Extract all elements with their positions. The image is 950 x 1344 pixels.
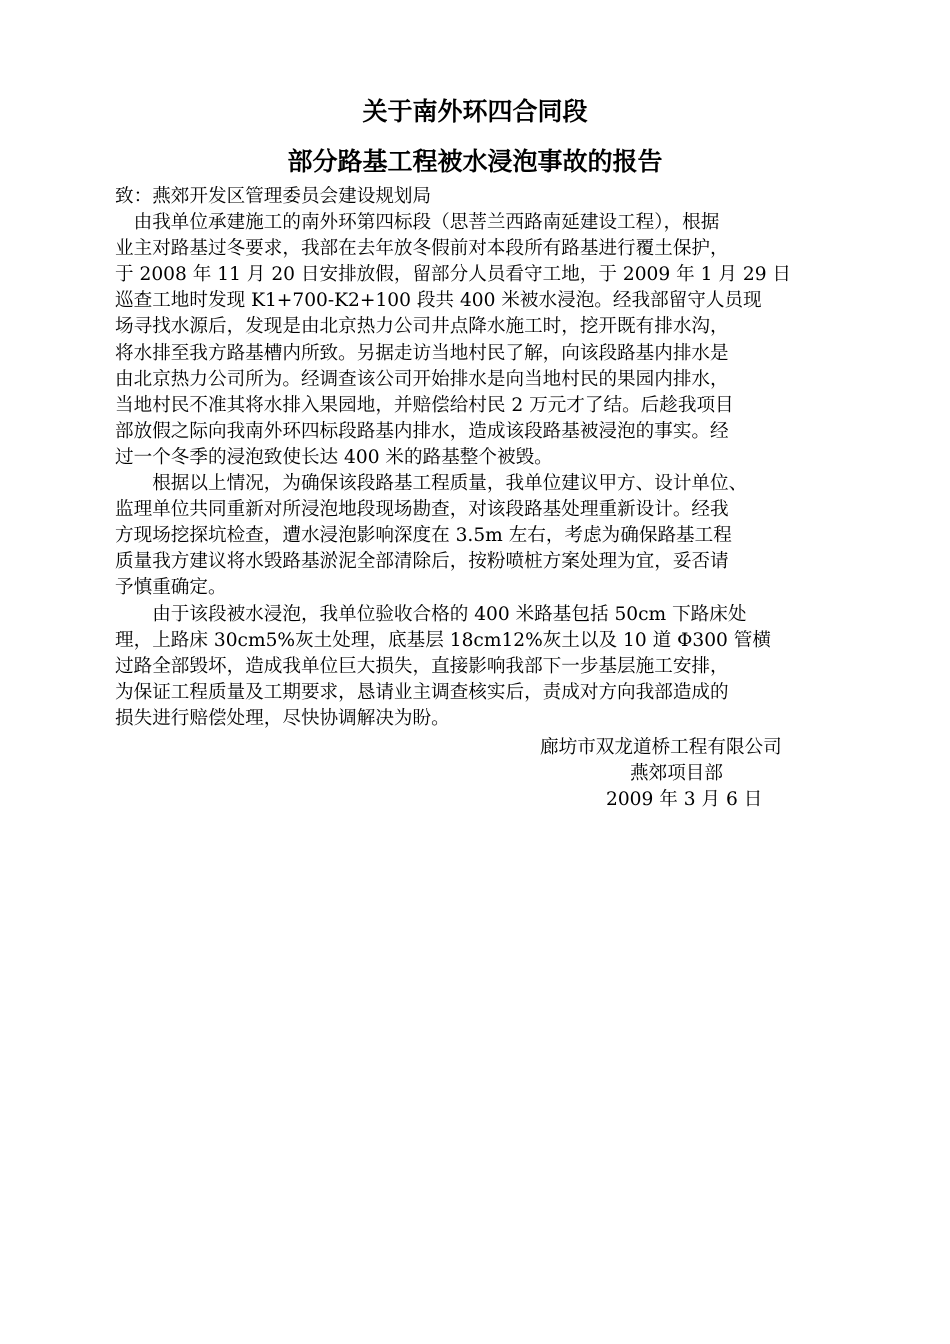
paragraph-1 — [115, 210, 839, 471]
paragraph-line: 监理单位共同重新对所浸泡地段现场勘查，对该段路基处理重新设计。经我 — [115, 499, 729, 521]
paragraph-3 — [115, 602, 839, 732]
signature-department: 燕郊项目部 — [630, 763, 723, 784]
paragraph-line: 过路全部毁坏，造成我单位巨大损失，直接影响我部下一步基层施工安排， — [115, 655, 729, 677]
paragraph-line: 部放假之际向我南外环四标段路基内排水，造成该段路基被浸泡的事实。经 — [115, 420, 729, 442]
paragraph-line: 业主对路基过冬要求，我部在去年放冬假前对本段所有路基进行覆土保护， — [115, 238, 729, 260]
paragraph-line: 由于该段被水浸泡，我单位验收合格的 400 米路基包括 50cm 下路床处 — [115, 603, 747, 625]
paragraph-line: 质量我方建议将水毁路基淤泥全部清除后，按粉喷桩方案处理为宜，妥否请 — [115, 551, 729, 573]
paragraph-line: 过一个冬季的浸泡致使长达 400 米的路基整个被毁。 — [115, 446, 553, 468]
paragraph-line: 予慎重确定。 — [115, 577, 227, 599]
paragraph-line: 场寻找水源后，发现是由北京热力公司井点降水施工时，挖开既有排水沟， — [115, 316, 729, 338]
signature-company: 廊坊市双龙道桥工程有限公司 — [540, 737, 782, 758]
report-title-line2: 部分路基工程被水浸泡事故的报告 — [287, 147, 663, 176]
paragraph-line: 当地村民不准其将水排入果园地，并赔偿给村民 2 万元才了结。后趁我项目 — [115, 394, 734, 416]
paragraph-line: 理，上路床 30cm5%灰土处理，底基层 18cm12%灰土以及 10 道 Φ300 管横 — [115, 629, 771, 651]
paragraph-line: 由我单位承建施工的南外环第四标段（思菩兰西路南延建设工程），根据 — [115, 212, 720, 234]
report-title-line1: 关于南外环四合同段 — [362, 97, 588, 126]
paragraph-line: 由北京热力公司所为。经调查该公司开始排水是向当地村民的果园内排水， — [115, 368, 729, 390]
paragraph-line: 于 2008 年 11 月 20 日安排放假，留部分人员看守工地，于 2009 年 1 月 29 日 — [115, 264, 792, 286]
signature-date: 2009 年 3 月 6 日 — [606, 789, 763, 810]
paragraph-line: 根据以上情况，为确保该段路基工程质量，我单位建议甲方、设计单位、 — [115, 473, 748, 495]
paragraph-2 — [115, 471, 839, 601]
report-body — [115, 184, 839, 732]
paragraph-line: 方现场挖探坑检查，遭水浸泡影响深度在 3.5m 左右，考虑为确保路基工程 — [115, 525, 732, 547]
paragraph-line: 损失进行赔偿处理，尽快协调解决为盼。 — [115, 707, 450, 729]
paragraph-line: 将水排至我方路基槽内所致。另据走访当地村民了解，向该段路基内排水是 — [115, 342, 729, 364]
paragraph-line: 为保证工程质量及工期要求，恳请业主调查核实后，责成对方向我部造成的 — [115, 681, 729, 703]
paragraph-line: 巡查工地时发现 K1+700-K2+100 段共 400 米被水浸泡。经我部留守人员现 — [115, 290, 762, 312]
addressee-line: 致：燕郊开发区管理委员会建设规划局 — [115, 186, 432, 207]
